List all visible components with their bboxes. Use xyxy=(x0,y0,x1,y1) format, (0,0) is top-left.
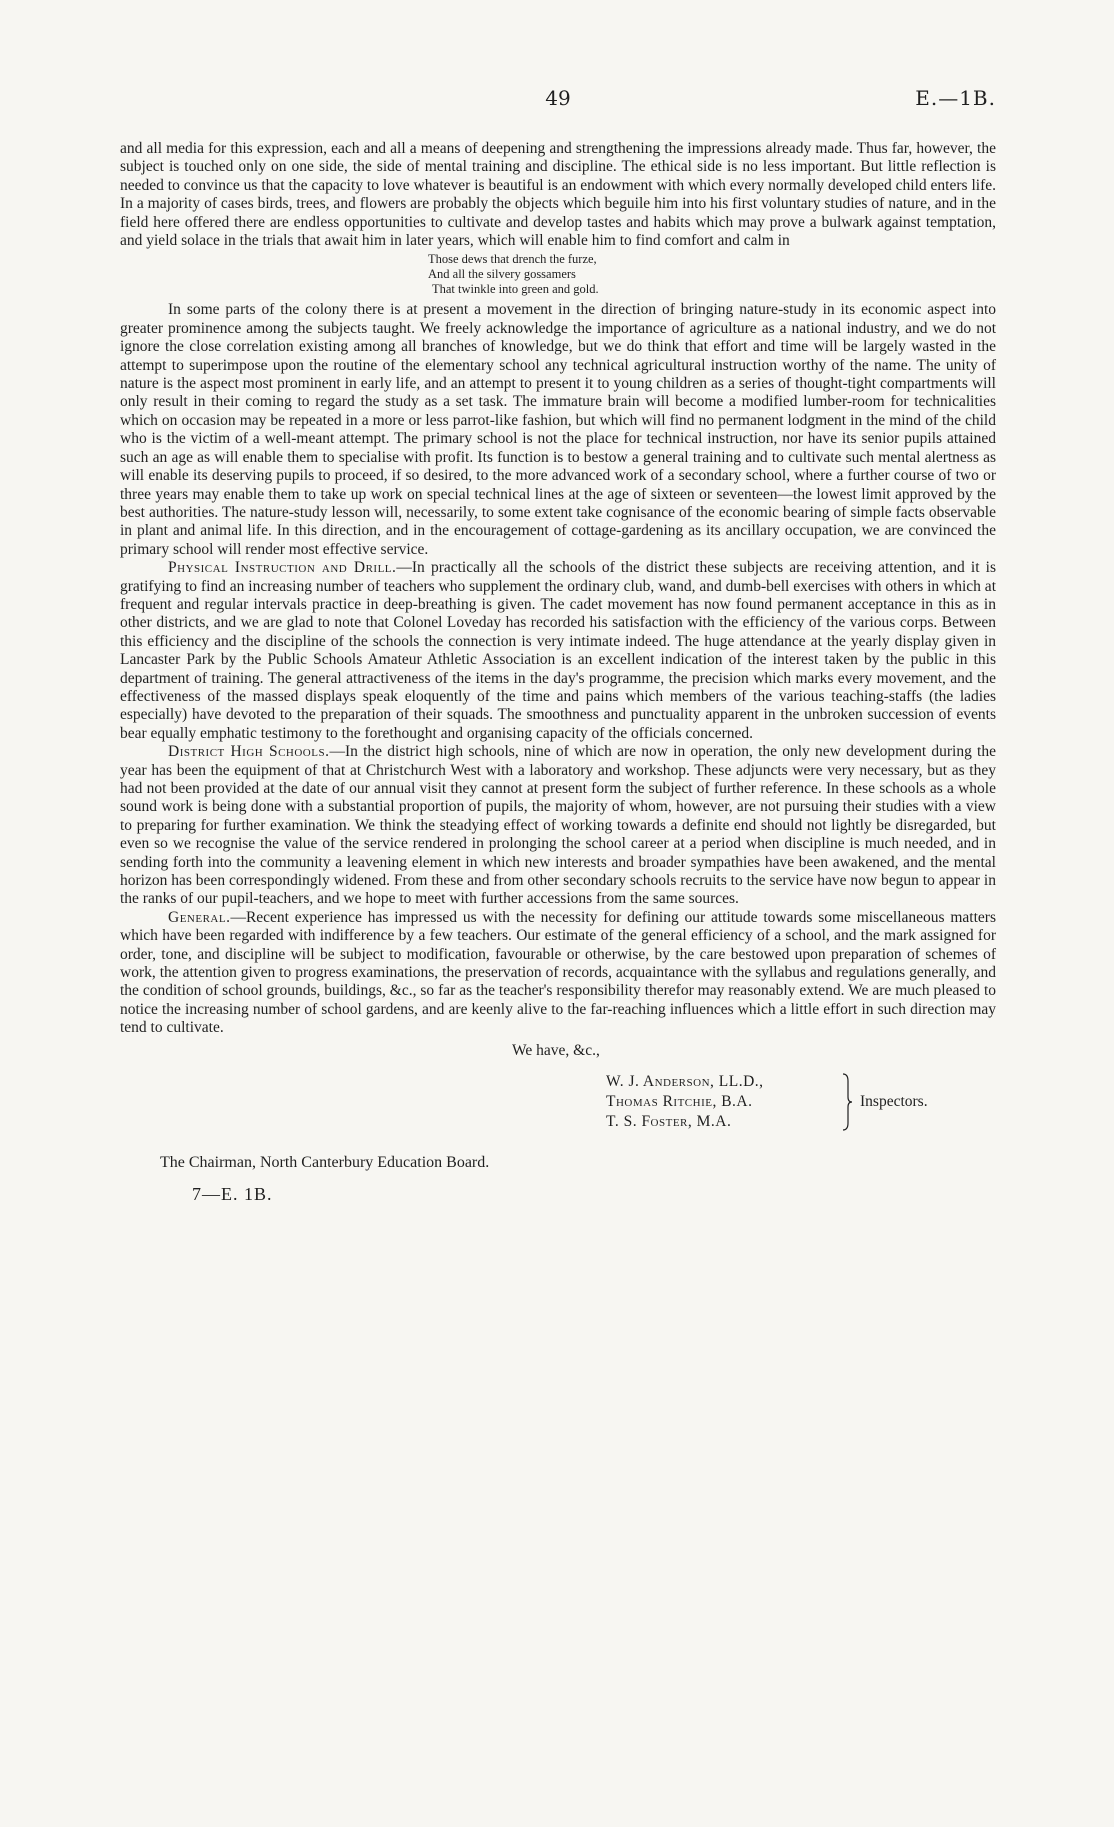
signatory-name: W. J. Anderson, LL.D., xyxy=(606,1073,764,1091)
signatory-name: T. S. Foster, M.A. xyxy=(606,1113,732,1131)
quoted-verse xyxy=(120,252,996,297)
nature-study-paragraph: In some parts of the colony there is at present a movement in the direction of bringing nature-study in its economic aspect into greater prominence among the subjects taught. We freely acknowledge the importance of agriculture as a national industry, and we do not ignore the close correlation existing among all branches of knowledge, but we do think that effort and time will be largely wasted in the attempt to superimpose upon the routine of the elementary school any technical agricultural instruction worthy of the name. The unity of nature is the aspect most prominent in early life, and an attempt to present it to young children as a series of thought-tight compartments will only result in their coming to regard the study as a set task. The immature brain will become a modified lumber-room for technicalities which on occasion may be repeated in a more or less parrot-like fashion, but which will find no permanent lodgment in the mind of the child who is the victim of a well-meant attempt. The primary school is not the place for technical instruction, nor have its senior pupils attained such an age as will enable them to specialise with profit. Its function is to bestow a general training and to cultivate such mental alertness as will enable its deserving pupils to proceed, if so desired, to the more advanced work of a secondary school, where a further course of two or three years may enable them to take up work on special technical lines at the age of sixteen or seventeen—the lowest limit approved by the best authorities. The nature-study lesson will, necessarily, to some extent take cognisance of the economic bearing of simple facts observable in plant and animal life. In this direction, and in the encouragement of cottage-gardening as its ancillary occupation, we are convinced the primary school will render most effective service. xyxy=(120,301,996,558)
section-text: —In practically all the schools of the district these subjects are receiving attention, and it is gratifying to find an increasing number of teachers who supplement the ordinary club, wand, and dumb-bell exercises with others in which at frequent and regular intervals practice in deep-breathing is given. The cadet movement has now found permanent acceptance in this as in other districts, and we are glad to note that Colonel Loveday has recorded his satisfaction with the efficiency of the various corps. Between this efficiency and the discipline of the schools the connection is very intimate indeed. The huge attendance at the yearly display given in Lancaster Park by the Public Schools Amateur Athletic Association is an excellent indication of the interest taken by the public in this department of training. The general attractiveness of the items in the day's programme, the precision which marks every movement, and the effectiveness of the massed displays speak eloquently of the time and pains which members of the various teaching-staffs (the ladies especially) have devoted to the preparation of their squads. The smoothness and punctuality apparent in the unbroken succession of events bear equally emphatic testimony to the forethought and organising capacity of the officials concerned. xyxy=(120,559,996,742)
verse-line: And all the silvery gossamers xyxy=(428,267,576,282)
signatory-name: Thomas Ritchie, B.A. xyxy=(606,1093,753,1111)
intro-paragraph: and all media for this expression, each and all a means of deepening and strengthening the impressions already made. Thus far, however, the subject is touched only on one side, the side of mental training and discipline. The ethical side is no less important. But little reflection is needed to convince us that the capacity to love whatever is beautiful is an endowment with which every normally developed child enters life. In a majority of cases birds, trees, and flowers are probably the objects which beguile him into his first voluntary studies of nature, and in the field here offered there are endless opportunities to cultivate and develop tastes and habits which may prove a bulwark against temptation, and yield solace in the trials that await him in later years, which will enable him to find comfort and calm in xyxy=(120,140,996,250)
page-header xyxy=(120,86,996,116)
section-heading: Physical Instruction and Drill. xyxy=(168,559,397,577)
verse-line: That twinkle into green and gold. xyxy=(432,282,599,297)
physical-instruction-section xyxy=(120,559,996,743)
addressee: The Chairman, North Canterbury Education Board. xyxy=(160,1154,490,1172)
section-heading: District High Schools. xyxy=(168,743,330,761)
section-text: —Recent experience has impressed us with the necessity for defining our attitude towards some miscellaneous matters which have been regarded with indifference by a few teachers. Our estimate of the general efficiency of a school, and the mark assigned for order, tone, and discipline will be subject to modification, favourable or otherwise, by the care bestowed upon preparation of schemes of work, the attention given to progress examinations, the preservation of records, acquaintance with the syllabus and regulations generally, and the condition of school grounds, buildings, &c., so far as the teacher's responsibility therefor may reasonably extend. We are much pleased to notice the increasing number of school gardens, and are keenly alive to the far-reaching influences which a little effort in such direction may tend to cultivate. xyxy=(120,908,996,1037)
section-heading: General. xyxy=(168,908,231,926)
signatory-list xyxy=(606,1072,996,1132)
district-high-schools-section xyxy=(120,743,996,909)
verse-line: Those dews that drench the furze, xyxy=(428,252,597,267)
brace-symbol xyxy=(842,1073,852,1131)
salutation: We have, &c., xyxy=(512,1041,600,1059)
signatory-role: Inspectors. xyxy=(860,1093,928,1111)
footer-reference: 7—E. 1B. xyxy=(192,1183,273,1204)
page-reference: E.—1B. xyxy=(915,86,996,110)
general-section xyxy=(120,909,996,1038)
signature-block xyxy=(606,1072,996,1140)
page-number: 49 xyxy=(545,86,571,110)
section-text: —In the district high schools, nine of which are now in operation, the only new development during the year has been the equipment of that at Christchurch West with a laboratory and workshop. These adjuncts were very necessary, but as they had not been provided at the date of our annual visit they cannot at present form the subject of further reference. In these schools as a whole sound work is being done with a substantial proportion of pupils, the majority of whom, however, are not pursuing their studies with a view to preparing for further examination. We think the steadying effect of working towards a definite end should not lightly be disregarded, but even so we recognise the value of the service rendered in prolonging the school career at a period when discipline is much needed, and in sending forth into the community a leavening element in which new interests and broader sympathies have been awakened, and the mental horizon has been correspondingly widened. From these and from other secondary schools recruits to the service have now begun to appear in the ranks of our pupil-teachers, and we hope to meet with further accessions from the same sources. xyxy=(120,743,996,908)
report-body xyxy=(120,140,996,1203)
